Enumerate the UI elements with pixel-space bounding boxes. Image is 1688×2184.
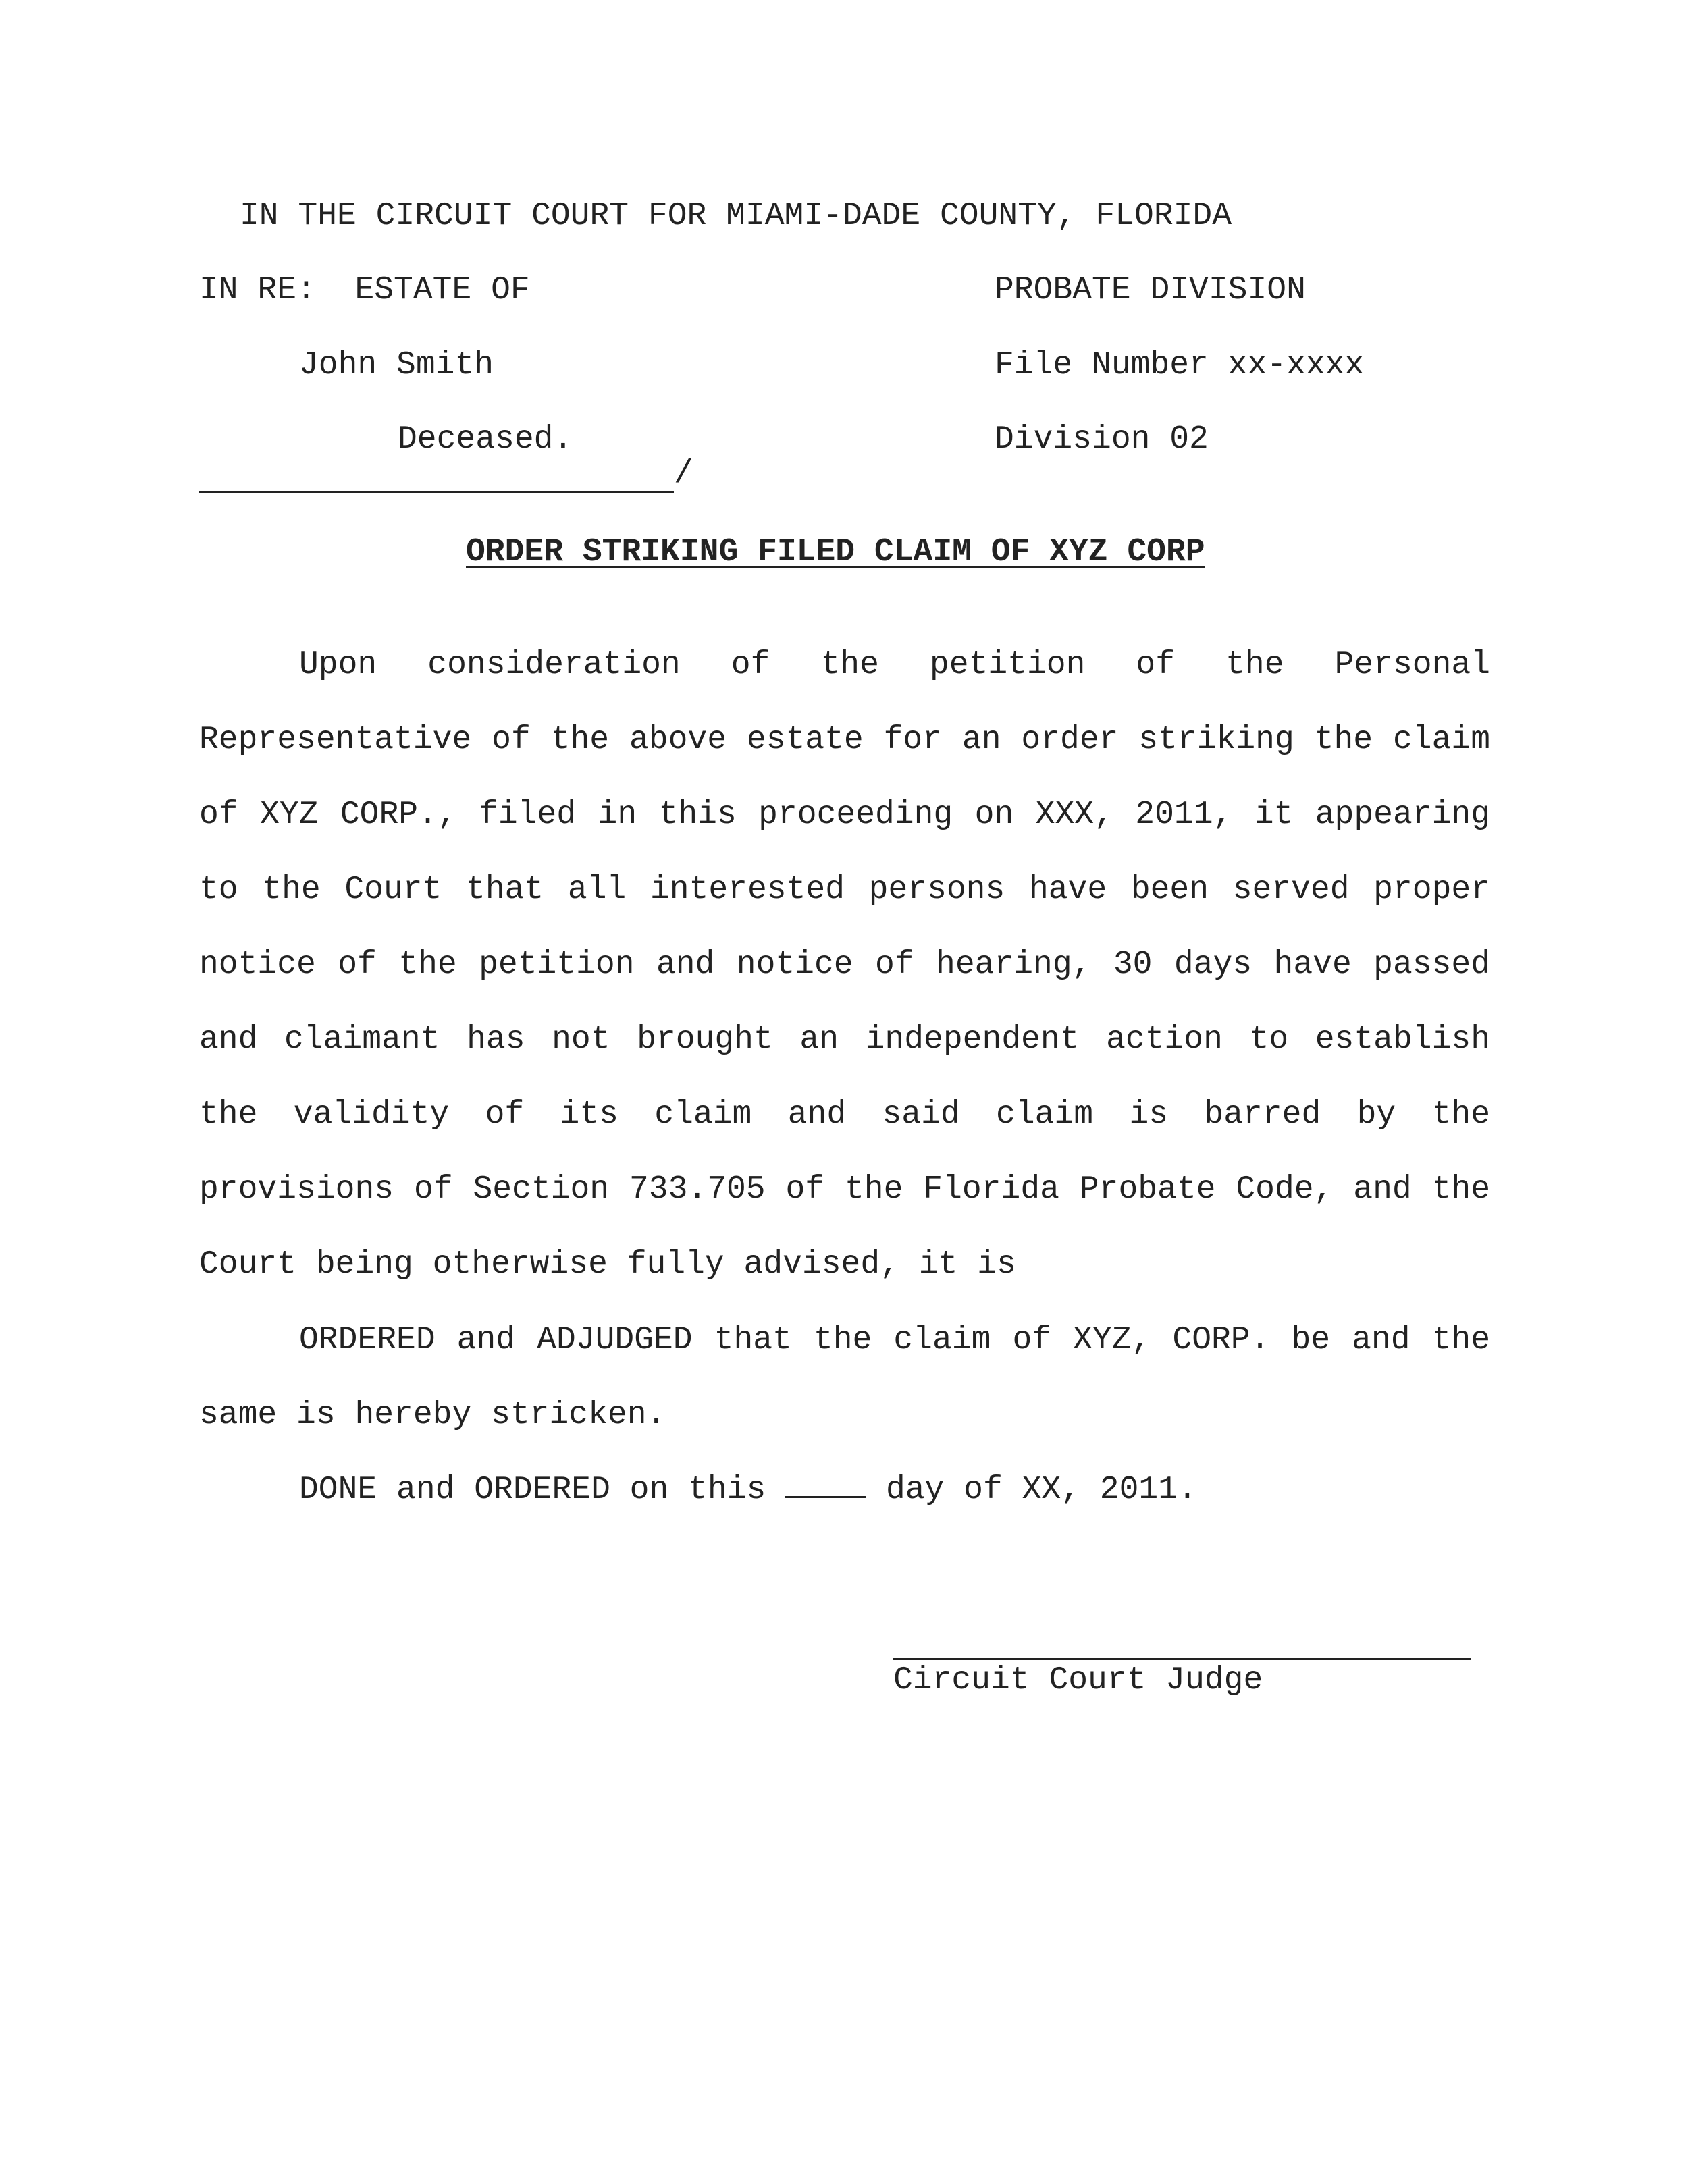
caption-in-re: IN RE: ESTATE OF <box>199 272 530 309</box>
caption-underline <box>199 491 674 493</box>
body-paragraph-ordered: ORDERED and ADJUDGED that the claim of XYZ, CORP. be and the same is hereby stricken. <box>199 1322 1490 1433</box>
signature-label: Circuit Court Judge <box>893 1662 1263 1699</box>
division-number: Division 02 <box>995 421 1209 458</box>
order-title: ORDER STRIKING FILED CLAIM OF XYZ CORP <box>466 534 1205 570</box>
day-blank <box>785 1469 866 1498</box>
done-text: DONE and ORDERED on this <box>299 1472 766 1508</box>
body-paragraph-done <box>199 1453 1490 1528</box>
date-text: day of XX, 2011. <box>885 1472 1197 1508</box>
body-paragraph-consideration: Upon consideration of the petition of the Personal Representative of the above estate for an order striking the claim of XYZ CORP., filed in this proceeding on XXX, 2011, it appearing to the Court that all interested persons have been served proper notice of the petition and notice of hearing, 30 days have passed and claimant has not brought an independent action to establish the validity of its claim and said claim is barred by the provisions of Section 733.705 of the Florida Probate Code, and the Court being otherwise fully advised, it is <box>199 647 1490 1283</box>
decedent-status: Deceased. <box>398 421 573 458</box>
division-type: PROBATE DIVISION <box>995 272 1306 309</box>
decedent-name: John Smith <box>299 347 494 383</box>
court-heading: IN THE CIRCUIT COURT FOR MIAMI-DADE COUNTY, FLORIDA <box>240 198 1232 234</box>
file-number: File Number xx-xxxx <box>995 347 1365 383</box>
caption-slash: / <box>674 456 693 492</box>
